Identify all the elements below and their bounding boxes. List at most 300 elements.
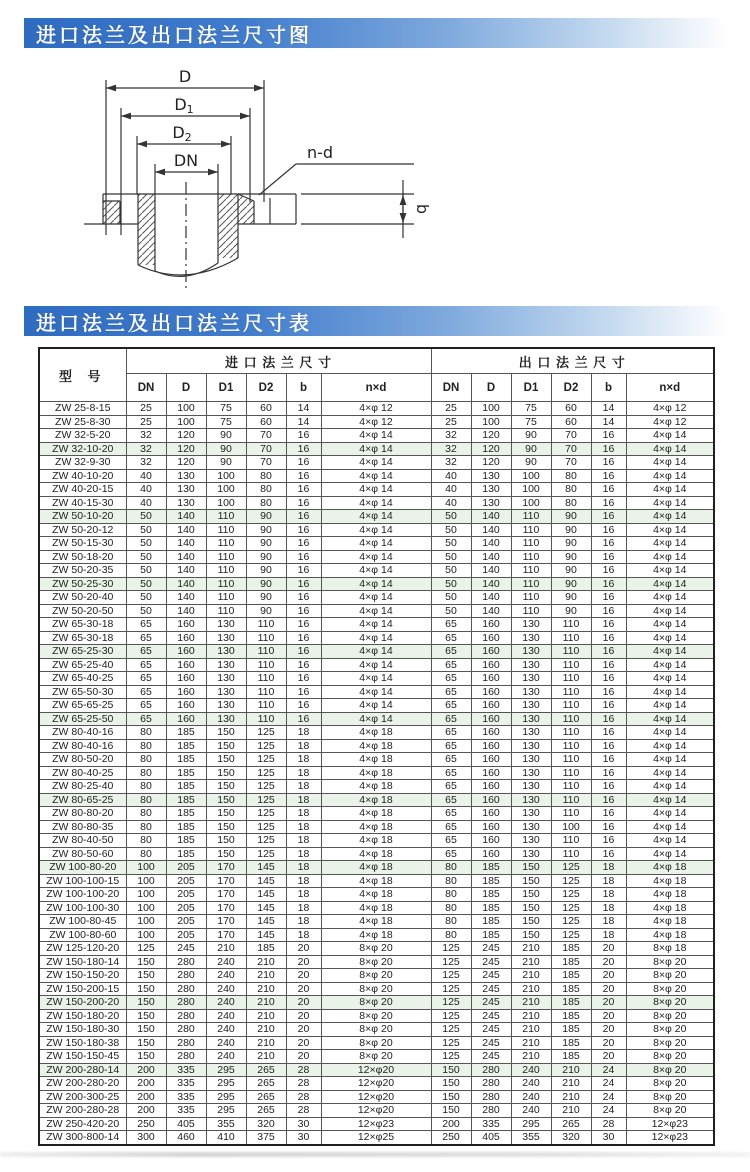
table-row — [39, 861, 714, 875]
outlet-col-d: D — [471, 374, 511, 402]
value-cell: 12×φ20 — [321, 1063, 431, 1077]
value-cell: 16 — [591, 847, 626, 861]
inlet-col-d2: D2 — [246, 374, 286, 402]
value-cell: 80 — [126, 780, 166, 794]
value-cell: 4×φ 18 — [321, 847, 431, 861]
value-cell: 130 — [206, 699, 246, 713]
model-cell: ZW 200-280-28 — [39, 1104, 126, 1118]
value-cell: 16 — [286, 658, 321, 672]
value-cell: 185 — [551, 1050, 591, 1064]
value-cell: 240 — [206, 996, 246, 1010]
value-cell: 140 — [166, 510, 206, 524]
value-cell: 4×φ 18 — [321, 739, 431, 753]
value-cell: 130 — [511, 780, 551, 794]
value-cell: 245 — [471, 982, 511, 996]
model-cell: ZW 80-40-16 — [39, 726, 126, 740]
value-cell: 245 — [471, 969, 511, 983]
value-cell: 110 — [246, 658, 286, 672]
value-cell: 50 — [431, 510, 471, 524]
page-bottom-edge — [0, 1152, 750, 1157]
table-row — [39, 1104, 714, 1118]
value-cell: 65 — [126, 658, 166, 672]
model-cell: ZW 100-100-30 — [39, 901, 126, 915]
value-cell: 16 — [286, 523, 321, 537]
value-cell: 160 — [166, 658, 206, 672]
value-cell: 160 — [471, 631, 511, 645]
value-cell: 8×φ 20 — [626, 1077, 714, 1091]
value-cell: 16 — [591, 618, 626, 632]
value-cell: 240 — [206, 969, 246, 983]
value-cell: 4×φ 14 — [626, 496, 714, 510]
value-cell: 18 — [591, 928, 626, 942]
value-cell: 140 — [166, 537, 206, 551]
value-cell: 18 — [591, 861, 626, 875]
value-cell: 150 — [206, 726, 246, 740]
value-cell: 50 — [431, 604, 471, 618]
label-d2: D2 — [172, 123, 192, 144]
value-cell: 210 — [206, 942, 246, 956]
value-cell: 160 — [471, 712, 511, 726]
value-cell: 4×φ 14 — [626, 807, 714, 821]
value-cell: 280 — [166, 982, 206, 996]
value-cell: 110 — [206, 577, 246, 591]
table-row — [39, 712, 714, 726]
value-cell: 75 — [206, 415, 246, 429]
value-cell: 210 — [551, 1077, 591, 1091]
table-row — [39, 429, 714, 443]
model-cell: ZW 80-80-20 — [39, 807, 126, 821]
value-cell: 75 — [511, 415, 551, 429]
value-cell: 4×φ 18 — [321, 888, 431, 902]
value-cell: 50 — [126, 510, 166, 524]
outlet-col-nxd: n×d — [626, 374, 714, 402]
value-cell: 40 — [126, 469, 166, 483]
value-cell: 185 — [166, 766, 206, 780]
value-cell: 16 — [286, 429, 321, 443]
model-cell: ZW 200-300-25 — [39, 1090, 126, 1104]
value-cell: 16 — [591, 469, 626, 483]
table-row — [39, 807, 714, 821]
value-cell: 240 — [206, 1036, 246, 1050]
value-cell: 160 — [471, 618, 511, 632]
value-cell: 65 — [431, 780, 471, 794]
table-row — [39, 1077, 714, 1091]
value-cell: 32 — [126, 456, 166, 470]
value-cell: 25 — [431, 402, 471, 416]
model-cell: ZW 100-80-45 — [39, 915, 126, 929]
model-cell: ZW 65-25-50 — [39, 712, 126, 726]
flange-size-table — [38, 347, 715, 1146]
value-cell: 295 — [206, 1104, 246, 1118]
value-cell: 4×φ 14 — [626, 442, 714, 456]
value-cell: 60 — [551, 415, 591, 429]
value-cell: 32 — [431, 442, 471, 456]
value-cell: 4×φ 18 — [321, 780, 431, 794]
value-cell: 40 — [126, 496, 166, 510]
inlet-col-d1: D1 — [206, 374, 246, 402]
value-cell: 4×φ 14 — [626, 780, 714, 794]
value-cell: 125 — [246, 739, 286, 753]
value-cell: 110 — [551, 847, 591, 861]
section-title-table: 进口法兰及出口法兰尺寸表 — [36, 312, 312, 335]
value-cell: 150 — [206, 739, 246, 753]
value-cell: 80 — [126, 847, 166, 861]
model-cell: ZW 50-20-35 — [39, 564, 126, 578]
value-cell: 100 — [471, 402, 511, 416]
model-cell: ZW 100-80-20 — [39, 861, 126, 875]
value-cell: 170 — [206, 928, 246, 942]
value-cell: 16 — [286, 685, 321, 699]
value-cell: 160 — [471, 780, 511, 794]
table-row — [39, 645, 714, 659]
table-row — [39, 834, 714, 848]
value-cell: 12×φ20 — [321, 1090, 431, 1104]
value-cell: 110 — [551, 631, 591, 645]
value-cell: 16 — [286, 699, 321, 713]
value-cell: 4×φ 14 — [626, 550, 714, 564]
value-cell: 130 — [511, 645, 551, 659]
value-cell: 245 — [471, 1023, 511, 1037]
value-cell: 130 — [511, 631, 551, 645]
value-cell: 130 — [511, 672, 551, 686]
value-cell: 20 — [286, 1009, 321, 1023]
value-cell: 4×φ 18 — [321, 834, 431, 848]
value-cell: 65 — [431, 618, 471, 632]
value-cell: 65 — [431, 766, 471, 780]
value-cell: 160 — [471, 820, 511, 834]
value-cell: 20 — [591, 982, 626, 996]
value-cell: 110 — [246, 699, 286, 713]
model-cell: ZW 25-8-30 — [39, 415, 126, 429]
value-cell: 32 — [126, 442, 166, 456]
value-cell: 4×φ 18 — [321, 807, 431, 821]
value-cell: 250 — [431, 1131, 471, 1145]
value-cell: 65 — [126, 685, 166, 699]
value-cell: 110 — [551, 672, 591, 686]
value-cell: 4×φ 14 — [626, 523, 714, 537]
value-cell: 240 — [511, 1090, 551, 1104]
model-cell: ZW 125-120-20 — [39, 942, 126, 956]
outlet-col-d1: D1 — [511, 374, 551, 402]
value-cell: 60 — [246, 415, 286, 429]
value-cell: 16 — [591, 483, 626, 497]
value-cell: 4×φ 14 — [626, 537, 714, 551]
value-cell: 100 — [551, 820, 591, 834]
value-cell: 120 — [166, 429, 206, 443]
value-cell: 140 — [471, 523, 511, 537]
value-cell: 50 — [126, 577, 166, 591]
model-cell: ZW 100-100-20 — [39, 888, 126, 902]
value-cell: 28 — [591, 1117, 626, 1131]
value-cell: 100 — [126, 874, 166, 888]
value-cell: 280 — [166, 996, 206, 1010]
model-cell: ZW 80-40-16 — [39, 739, 126, 753]
value-cell: 130 — [166, 483, 206, 497]
model-cell: ZW 65-30-18 — [39, 631, 126, 645]
value-cell: 120 — [471, 456, 511, 470]
hatch-left-hub — [138, 194, 155, 265]
value-cell: 140 — [471, 577, 511, 591]
value-cell: 210 — [246, 1009, 286, 1023]
group-header-row — [39, 348, 714, 374]
value-cell: 24 — [591, 1077, 626, 1091]
value-cell: 4×φ 14 — [321, 510, 431, 524]
value-cell: 18 — [591, 888, 626, 902]
value-cell: 70 — [246, 429, 286, 443]
value-cell: 280 — [166, 955, 206, 969]
label-b: b — [413, 203, 432, 215]
value-cell: 50 — [126, 564, 166, 578]
value-cell: 130 — [511, 793, 551, 807]
value-cell: 110 — [551, 726, 591, 740]
value-cell: 16 — [286, 550, 321, 564]
value-cell: 160 — [471, 672, 511, 686]
value-cell: 110 — [551, 658, 591, 672]
value-cell: 4×φ 18 — [626, 928, 714, 942]
value-cell: 4×φ 14 — [321, 685, 431, 699]
value-cell: 8×φ 20 — [321, 969, 431, 983]
flange-diagram — [58, 52, 438, 298]
value-cell: 8×φ 20 — [626, 1050, 714, 1064]
value-cell: 130 — [206, 631, 246, 645]
value-cell: 24 — [591, 1090, 626, 1104]
value-cell: 185 — [166, 847, 206, 861]
value-cell: 50 — [126, 591, 166, 605]
value-cell: 170 — [206, 915, 246, 929]
value-cell: 200 — [126, 1090, 166, 1104]
value-cell: 265 — [246, 1077, 286, 1091]
table-row — [39, 618, 714, 632]
value-cell: 14 — [286, 402, 321, 416]
value-cell: 110 — [551, 618, 591, 632]
value-cell: 170 — [206, 901, 246, 915]
model-cell: ZW 150-150-20 — [39, 969, 126, 983]
value-cell: 4×φ 14 — [321, 699, 431, 713]
value-cell: 185 — [166, 807, 206, 821]
value-cell: 16 — [286, 456, 321, 470]
table-row — [39, 577, 714, 591]
value-cell: 130 — [511, 712, 551, 726]
value-cell: 65 — [431, 820, 471, 834]
value-cell: 110 — [206, 564, 246, 578]
table-row — [39, 456, 714, 470]
value-cell: 125 — [551, 888, 591, 902]
table-row — [39, 496, 714, 510]
value-cell: 125 — [246, 834, 286, 848]
value-cell: 320 — [551, 1131, 591, 1145]
value-cell: 130 — [471, 469, 511, 483]
value-cell: 150 — [511, 861, 551, 875]
value-cell: 100 — [206, 469, 246, 483]
value-cell: 4×φ 18 — [321, 861, 431, 875]
value-cell: 28 — [286, 1090, 321, 1104]
value-cell: 125 — [431, 996, 471, 1010]
value-cell: 145 — [246, 888, 286, 902]
value-cell: 65 — [126, 672, 166, 686]
value-cell: 125 — [431, 969, 471, 983]
value-cell: 4×φ 18 — [626, 915, 714, 929]
value-cell: 20 — [591, 955, 626, 969]
value-cell: 140 — [166, 564, 206, 578]
table-row — [39, 726, 714, 740]
value-cell: 125 — [246, 766, 286, 780]
value-cell: 210 — [511, 1009, 551, 1023]
label-dn: DN — [173, 151, 199, 170]
value-cell: 130 — [206, 645, 246, 659]
label-d: D — [178, 67, 192, 86]
table-row — [39, 766, 714, 780]
value-cell: 145 — [246, 928, 286, 942]
value-cell: 80 — [431, 901, 471, 915]
value-cell: 20 — [286, 996, 321, 1010]
value-cell: 20 — [591, 1036, 626, 1050]
value-cell: 16 — [591, 456, 626, 470]
value-cell: 110 — [246, 645, 286, 659]
value-cell: 205 — [166, 901, 206, 915]
model-column-header: 型 号 — [39, 348, 126, 402]
value-cell: 170 — [206, 888, 246, 902]
value-cell: 8×φ 20 — [321, 1009, 431, 1023]
value-cell: 280 — [166, 1050, 206, 1064]
value-cell: 70 — [551, 456, 591, 470]
value-cell: 4×φ 18 — [321, 874, 431, 888]
value-cell: 240 — [206, 1023, 246, 1037]
value-cell: 4×φ 12 — [626, 415, 714, 429]
section-title-diagram: 进口法兰及出口法兰尺寸图 — [36, 24, 312, 47]
model-cell: ZW 80-80-35 — [39, 820, 126, 834]
value-cell: 355 — [511, 1131, 551, 1145]
value-cell: 185 — [471, 861, 511, 875]
value-cell: 130 — [511, 618, 551, 632]
model-cell: ZW 65-50-30 — [39, 685, 126, 699]
value-cell: 125 — [246, 780, 286, 794]
value-cell: 120 — [166, 456, 206, 470]
value-cell: 210 — [511, 955, 551, 969]
value-cell: 65 — [431, 847, 471, 861]
value-cell: 125 — [246, 726, 286, 740]
value-cell: 8×φ 20 — [321, 1036, 431, 1050]
value-cell: 30 — [591, 1131, 626, 1145]
value-cell: 4×φ 14 — [321, 631, 431, 645]
value-cell: 16 — [286, 645, 321, 659]
value-cell: 160 — [166, 631, 206, 645]
value-cell: 65 — [126, 712, 166, 726]
value-cell: 18 — [286, 861, 321, 875]
value-cell: 210 — [511, 996, 551, 1010]
sub-header-row — [39, 374, 714, 402]
value-cell: 150 — [431, 1104, 471, 1118]
value-cell: 18 — [286, 793, 321, 807]
value-cell: 12×φ20 — [321, 1104, 431, 1118]
value-cell: 100 — [126, 888, 166, 902]
value-cell: 18 — [286, 928, 321, 942]
table-row — [39, 753, 714, 767]
value-cell: 130 — [511, 658, 551, 672]
value-cell: 110 — [511, 604, 551, 618]
value-cell: 12×φ20 — [321, 1077, 431, 1091]
value-cell: 20 — [286, 969, 321, 983]
outlet-col-d2: D2 — [551, 374, 591, 402]
table-row — [39, 685, 714, 699]
value-cell: 295 — [206, 1063, 246, 1077]
value-cell: 20 — [286, 955, 321, 969]
value-cell: 185 — [166, 793, 206, 807]
value-cell: 16 — [591, 766, 626, 780]
value-cell: 18 — [286, 726, 321, 740]
value-cell: 280 — [471, 1090, 511, 1104]
table-row — [39, 658, 714, 672]
value-cell: 130 — [166, 496, 206, 510]
table-row — [39, 510, 714, 524]
value-cell: 130 — [206, 672, 246, 686]
value-cell: 185 — [471, 901, 511, 915]
value-cell: 335 — [166, 1104, 206, 1118]
value-cell: 210 — [551, 1063, 591, 1077]
value-cell: 160 — [471, 793, 511, 807]
value-cell: 20 — [591, 969, 626, 983]
value-cell: 160 — [471, 834, 511, 848]
value-cell: 18 — [286, 780, 321, 794]
value-cell: 405 — [471, 1131, 511, 1145]
value-cell: 205 — [166, 874, 206, 888]
value-cell: 16 — [591, 658, 626, 672]
value-cell: 90 — [551, 564, 591, 578]
value-cell: 150 — [511, 915, 551, 929]
value-cell: 125 — [551, 928, 591, 942]
value-cell: 50 — [126, 523, 166, 537]
value-cell: 210 — [511, 969, 551, 983]
value-cell: 150 — [511, 888, 551, 902]
value-cell: 8×φ 18 — [626, 942, 714, 956]
value-cell: 80 — [246, 469, 286, 483]
table-row — [39, 996, 714, 1010]
table-row — [39, 793, 714, 807]
value-cell: 4×φ 12 — [321, 415, 431, 429]
value-cell: 200 — [126, 1104, 166, 1118]
value-cell: 250 — [126, 1117, 166, 1131]
table-row — [39, 969, 714, 983]
value-cell: 90 — [551, 510, 591, 524]
label-n-d: n-d — [306, 143, 334, 162]
value-cell: 240 — [511, 1077, 551, 1091]
table-row — [39, 631, 714, 645]
value-cell: 160 — [471, 726, 511, 740]
value-cell: 65 — [126, 631, 166, 645]
value-cell: 80 — [431, 861, 471, 875]
table-row — [39, 874, 714, 888]
value-cell: 150 — [511, 928, 551, 942]
dimension-b — [301, 180, 432, 238]
value-cell: 4×φ 14 — [321, 564, 431, 578]
value-cell: 4×φ 14 — [626, 672, 714, 686]
table-row — [39, 1023, 714, 1037]
inlet-group-header: 进 口 法 兰 尺 寸 — [126, 348, 431, 374]
value-cell: 110 — [551, 699, 591, 713]
value-cell: 8×φ 20 — [321, 996, 431, 1010]
value-cell: 18 — [286, 807, 321, 821]
value-cell: 20 — [591, 1009, 626, 1023]
value-cell: 280 — [166, 969, 206, 983]
inlet-col-b: b — [286, 374, 321, 402]
value-cell: 125 — [431, 1023, 471, 1037]
value-cell: 150 — [431, 1077, 471, 1091]
value-cell: 335 — [166, 1077, 206, 1091]
value-cell: 80 — [431, 874, 471, 888]
value-cell: 4×φ 14 — [321, 591, 431, 605]
model-cell: ZW 100-100-15 — [39, 874, 126, 888]
value-cell: 110 — [551, 793, 591, 807]
value-cell: 65 — [431, 726, 471, 740]
